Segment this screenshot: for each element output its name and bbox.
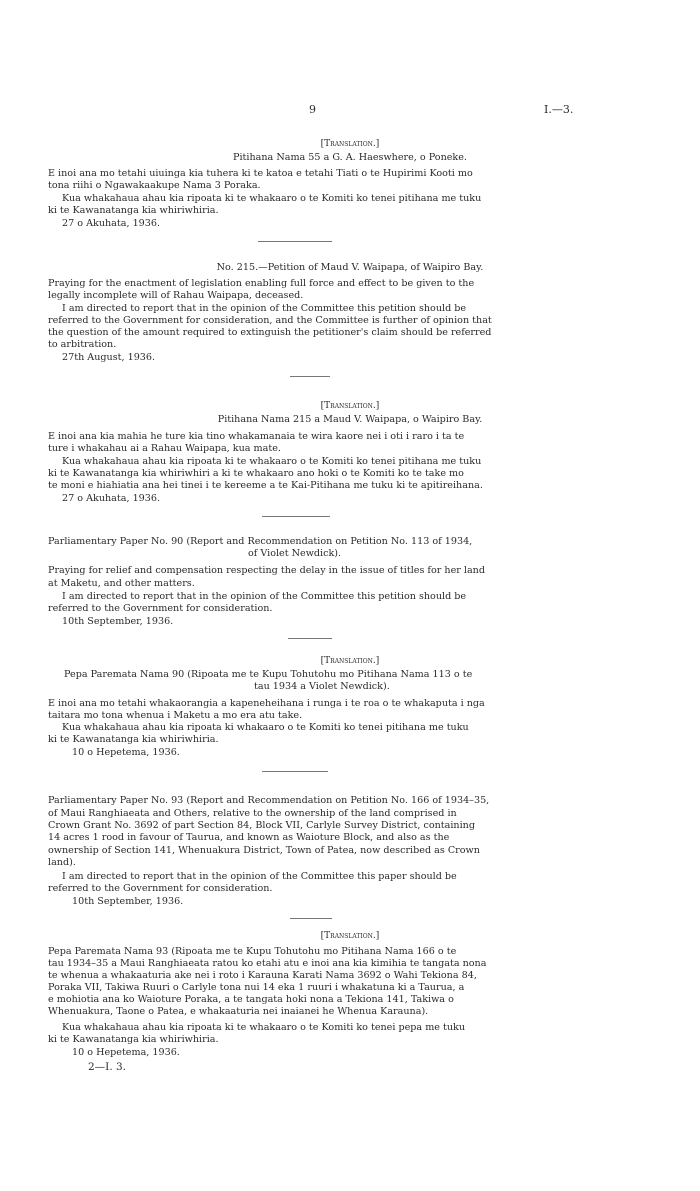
- divider: [288, 638, 332, 639]
- body-line: Parliamentary Paper No. 93 (Report and Recommendation on Petition No. 166 of 1934–35,: [48, 795, 490, 806]
- body-line: I am directed to report that in the opinion of the Committee this petition should be: [62, 303, 467, 314]
- body-line: ki te Kawanatanga kia whiriwhiria.: [48, 734, 219, 745]
- body-line: tau 1934–35 a Maui Ranghiaeata ratou ko etahi atu e inoi ana kia kimihia te tangata nona: [48, 958, 487, 969]
- body-line: Kua whakahaua ahau kia ripoata ki te whakaaro o te Komiti ko tenei pepa me tuku: [62, 1022, 466, 1033]
- date-line: 27 o Akuhata, 1936.: [62, 218, 161, 229]
- body-line: to arbitration.: [48, 339, 117, 350]
- body-line: E inoi ana mo tetahi uiuinga kia tuhera ki te katoa e tetahi Tiati o te Hupirimi Kooti mo: [48, 168, 473, 179]
- translation-heading: [Translation.]: [320, 401, 380, 411]
- date-line: 27 o Akuhata, 1936.: [62, 493, 161, 504]
- body-line: referred to the Government for consideration, and the Committee is further of opinion that: [48, 315, 492, 326]
- body-line: Kua whakahaua ahau kia ripoata ki te whakaaro o te Komiti ko tenei pitihana me tuku: [62, 456, 482, 467]
- body-line: tona riihi o Ngawakaakupe Nama 3 Poraka.: [48, 180, 261, 191]
- body-line: Poraka VII, Takiwa Ruuri o Carlyle tona nui 14 eka 1 ruuri i whakatuna ki a Taurua, a: [48, 982, 465, 993]
- body-line: Crown Grant No. 3692 of part Section 84, Block VII, Carlyle Survey District, containing: [48, 820, 475, 831]
- date-line: 10th September, 1936.: [62, 616, 174, 627]
- body-line: Whenuakura, Taone o Patea, e whakaaturia nei inaianei he Whenua Karauna).: [48, 1006, 429, 1017]
- body-line: ture i whakahau ai a Rahau Waipapa, kua mate.: [48, 443, 281, 454]
- section-title: Pitihana Nama 55 a G. A. Haeswhere, o Poneke.: [233, 152, 467, 163]
- date-line: 10 o Hepetema, 1936.: [72, 747, 180, 758]
- body-line: Praying for the enactment of legislation enabling full force and effect to be given to the: [48, 278, 475, 289]
- section-title: Pepa Paremata Nama 90 (Ripoata me te Kupu Tohutohu mo Pitihana Nama 113 o te: [64, 669, 473, 680]
- divider: [262, 516, 330, 517]
- section-title: Parliamentary Paper No. 90 (Report and Recommendation on Petition No. 113 of 1934,: [48, 536, 473, 547]
- body-line: ownership of Section 141, Whenuakura District, Town of Patea, now described as Crown: [48, 845, 480, 856]
- translation-heading: [Translation.]: [320, 139, 380, 149]
- divider: [262, 771, 328, 772]
- body-line: legally incomplete will of Rahau Waipapa, deceased.: [48, 290, 304, 301]
- body-line: land).: [48, 857, 76, 868]
- section-title: Pitihana Nama 215 a Maud V. Waipapa, o Waipiro Bay.: [217, 414, 483, 425]
- body-line: ki te Kawanatanga kia whiriwhiri a ki te whakaaro ano hoki o te Komiti ko te take mo: [48, 468, 464, 479]
- body-line: Praying for relief and compensation respecting the delay in the issue of titles for her land: [48, 565, 485, 576]
- date-line: 10th September, 1936.: [72, 896, 184, 907]
- divider: [258, 241, 332, 242]
- body-line: 14 acres 1 rood in favour of Taurua, and known as Waioture Block, and also as the: [48, 832, 450, 843]
- body-line: of Maui Ranghiaeata and Others, relative to the ownership of the land comprised in: [48, 808, 457, 819]
- body-line: referred to the Government for consideration.: [48, 603, 273, 614]
- body-line: the question of the amount required to extinguish the petitioner's claim should be referred: [48, 327, 492, 338]
- page-number: 9: [309, 103, 316, 116]
- divider: [290, 376, 330, 377]
- section-title-cont: tau 1934 a Violet Newdick).: [254, 681, 390, 692]
- body-line: Kua whakahaua ahau kia ripoata ki te whakaaro o te Komiti ko tenei pitihana me tuku: [62, 193, 482, 204]
- body-line: Pepa Paremata Nama 93 (Ripoata me te Kupu Tohutohu mo Pitihana Nama 166 o te: [48, 946, 457, 957]
- body-line: ki te Kawanatanga kia whiriwhiria.: [48, 205, 219, 216]
- body-line: referred to the Government for consideration.: [48, 883, 273, 894]
- section-title: No. 215.—Petition of Maud V. Waipapa, of Waipiro Bay.: [216, 262, 484, 273]
- date-line: 27th August, 1936.: [62, 352, 156, 363]
- translation-heading: [Translation.]: [320, 656, 380, 666]
- series-ref: I.—3.: [544, 103, 574, 116]
- body-line: I am directed to report that in the opinion of the Committee this paper should be: [62, 871, 457, 882]
- body-line: te whenua a whakaaturia ake nei i roto i Karauna Karati Nama 3692 o Wahi Tekiona 84,: [48, 970, 477, 981]
- body-line: ki te Kawanatanga kia whiriwhiria.: [48, 1034, 219, 1045]
- body-line: Kua whakahaua ahau kia ripoata ki whakaaro o te Komiti ko tenei pitihana me tuku: [62, 722, 469, 733]
- section-title-cont: of Violet Newdick).: [248, 548, 342, 559]
- translation-heading: [Translation.]: [320, 931, 380, 941]
- body-line: E inoi ana kia mahia he ture kia tino whakamanaia te wira kaore nei i oti i raro i ta te: [48, 431, 465, 442]
- body-line: I am directed to report that in the opinion of the Committee this petition should be: [62, 591, 467, 602]
- divider: [290, 918, 332, 919]
- body-line: te moni e hiahiatia ana hei tinei i te kereeme a te Kai-Pitihana me tuku ki te apitireihana.: [48, 480, 483, 491]
- body-line: e mohiotia ana ko Waioture Poraka, a te tangata hoki nona a Tekiona 141, Takiwa o: [48, 994, 454, 1005]
- signature-mark: 2—I. 3.: [88, 1061, 127, 1073]
- body-line: taitara mo tona whenua i Maketu a mo era atu take.: [48, 710, 303, 721]
- body-line: E inoi ana mo tetahi whakaorangia a kapeneheihana i runga i te roa o te whakaputa i nga: [48, 698, 485, 709]
- date-line: 10 o Hepetema, 1936.: [72, 1047, 180, 1058]
- body-line: at Maketu, and other matters.: [48, 578, 195, 589]
